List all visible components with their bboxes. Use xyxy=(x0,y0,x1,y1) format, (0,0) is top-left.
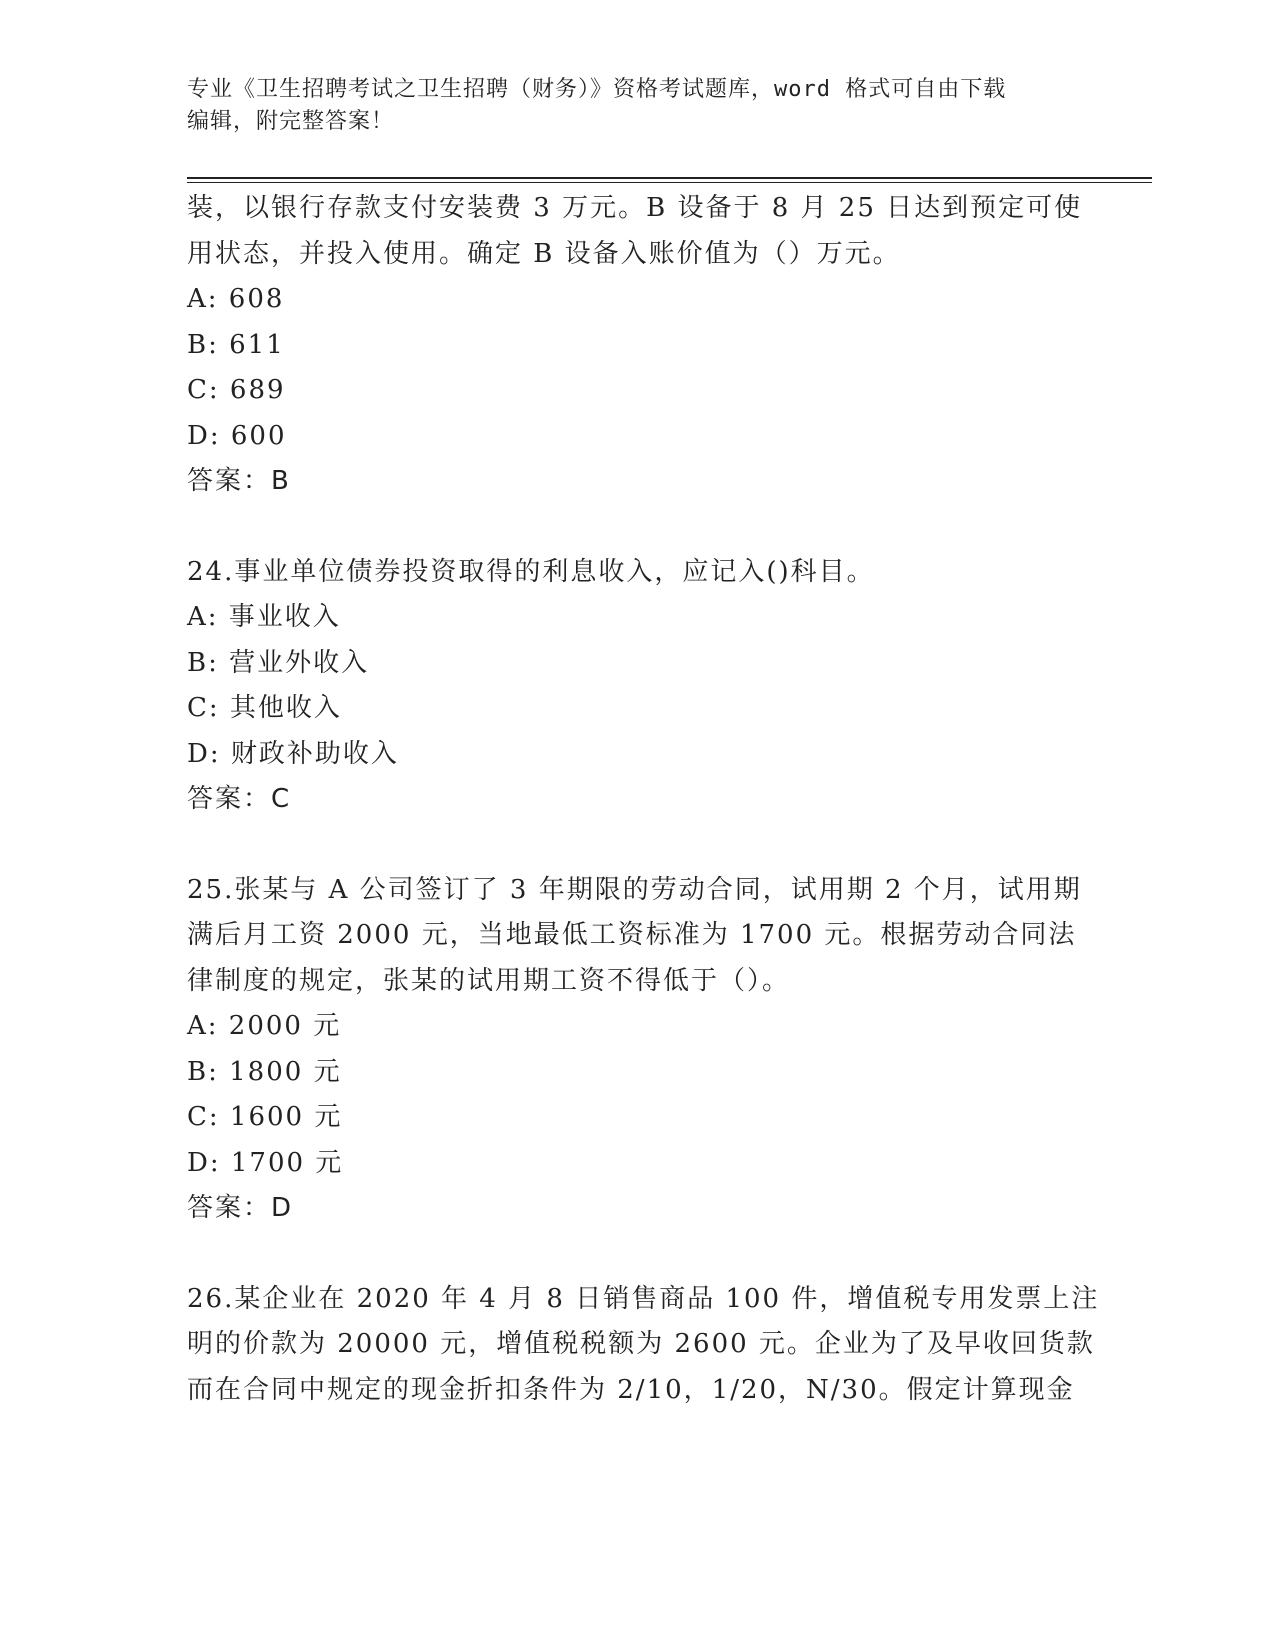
question-text-line: 明的价款为 20000 元，增值税税额为 2600 元。企业为了及早收回货款 xyxy=(187,1329,1095,1359)
answer-line: 答案：C xyxy=(187,784,292,814)
option-a: A: 608 xyxy=(187,284,285,314)
option-c: C: 689 xyxy=(187,375,286,405)
header-line-1: 专业《卫生招聘考试之卫生招聘（财务）》资格考试题库，word 格式可自由下载 xyxy=(187,77,1007,102)
question-25 xyxy=(187,868,1087,1232)
question-text-line: 而在合同中规定的现金折扣条件为 2/10，1/20，N/30。假定计算现金 xyxy=(187,1374,1075,1405)
option-c: C: 其他收入 xyxy=(187,693,342,723)
document-header xyxy=(187,74,1087,138)
option-b: B: 营业外收入 xyxy=(187,647,370,678)
question-text-line: 装，以银行存款支付安装费 3 万元。B 设备于 8 月 25 日达到预定可使 xyxy=(187,193,1083,223)
option-b: B: 611 xyxy=(187,329,285,360)
answer-line: 答案：B xyxy=(187,466,291,496)
option-b: B: 1800 元 xyxy=(187,1056,342,1087)
option-a: A: 事业收入 xyxy=(187,602,341,632)
header-line-2: 编辑，附完整答案！ xyxy=(187,109,395,134)
header-rule-thin xyxy=(187,182,1152,183)
question-23 xyxy=(187,186,1087,505)
question-26 xyxy=(187,1277,1100,1414)
option-d: D: 1700 元 xyxy=(187,1147,344,1178)
question-text-line: 满后月工资 2000 元，当地最低工资标准为 1700 元。根据劳动合同法 xyxy=(187,920,1077,950)
question-24 xyxy=(187,550,1087,823)
option-d: D: 600 xyxy=(187,420,287,451)
question-text-line: 25.张某与 A 公司签订了 3 年期限的劳动合同，试用期 2 个月，试用期 xyxy=(187,874,1082,905)
question-text-line: 律制度的规定，张某的试用期工资不得低于（）。 xyxy=(187,965,791,996)
spacer xyxy=(187,505,1087,550)
question-content xyxy=(187,186,1100,1413)
option-c: C: 1600 元 xyxy=(187,1102,343,1132)
option-a: A: 2000 元 xyxy=(187,1011,342,1041)
header-rule-thick xyxy=(187,177,1152,179)
spacer xyxy=(187,823,1087,868)
spacer xyxy=(187,1232,1087,1277)
option-d: D: 财政补助收入 xyxy=(187,738,399,769)
question-text-line: 用状态，并投入使用。确定 B 设备入账价值为（）万元。 xyxy=(187,238,901,269)
question-text-line: 24.事业单位债券投资取得的利息收入，应记入()科目。 xyxy=(187,556,875,587)
answer-line: 答案：D xyxy=(187,1193,294,1223)
question-text-line: 26.某企业在 2020 年 4 月 8 日销售商品 100 件，增值税专用发票上注 xyxy=(187,1283,1100,1314)
